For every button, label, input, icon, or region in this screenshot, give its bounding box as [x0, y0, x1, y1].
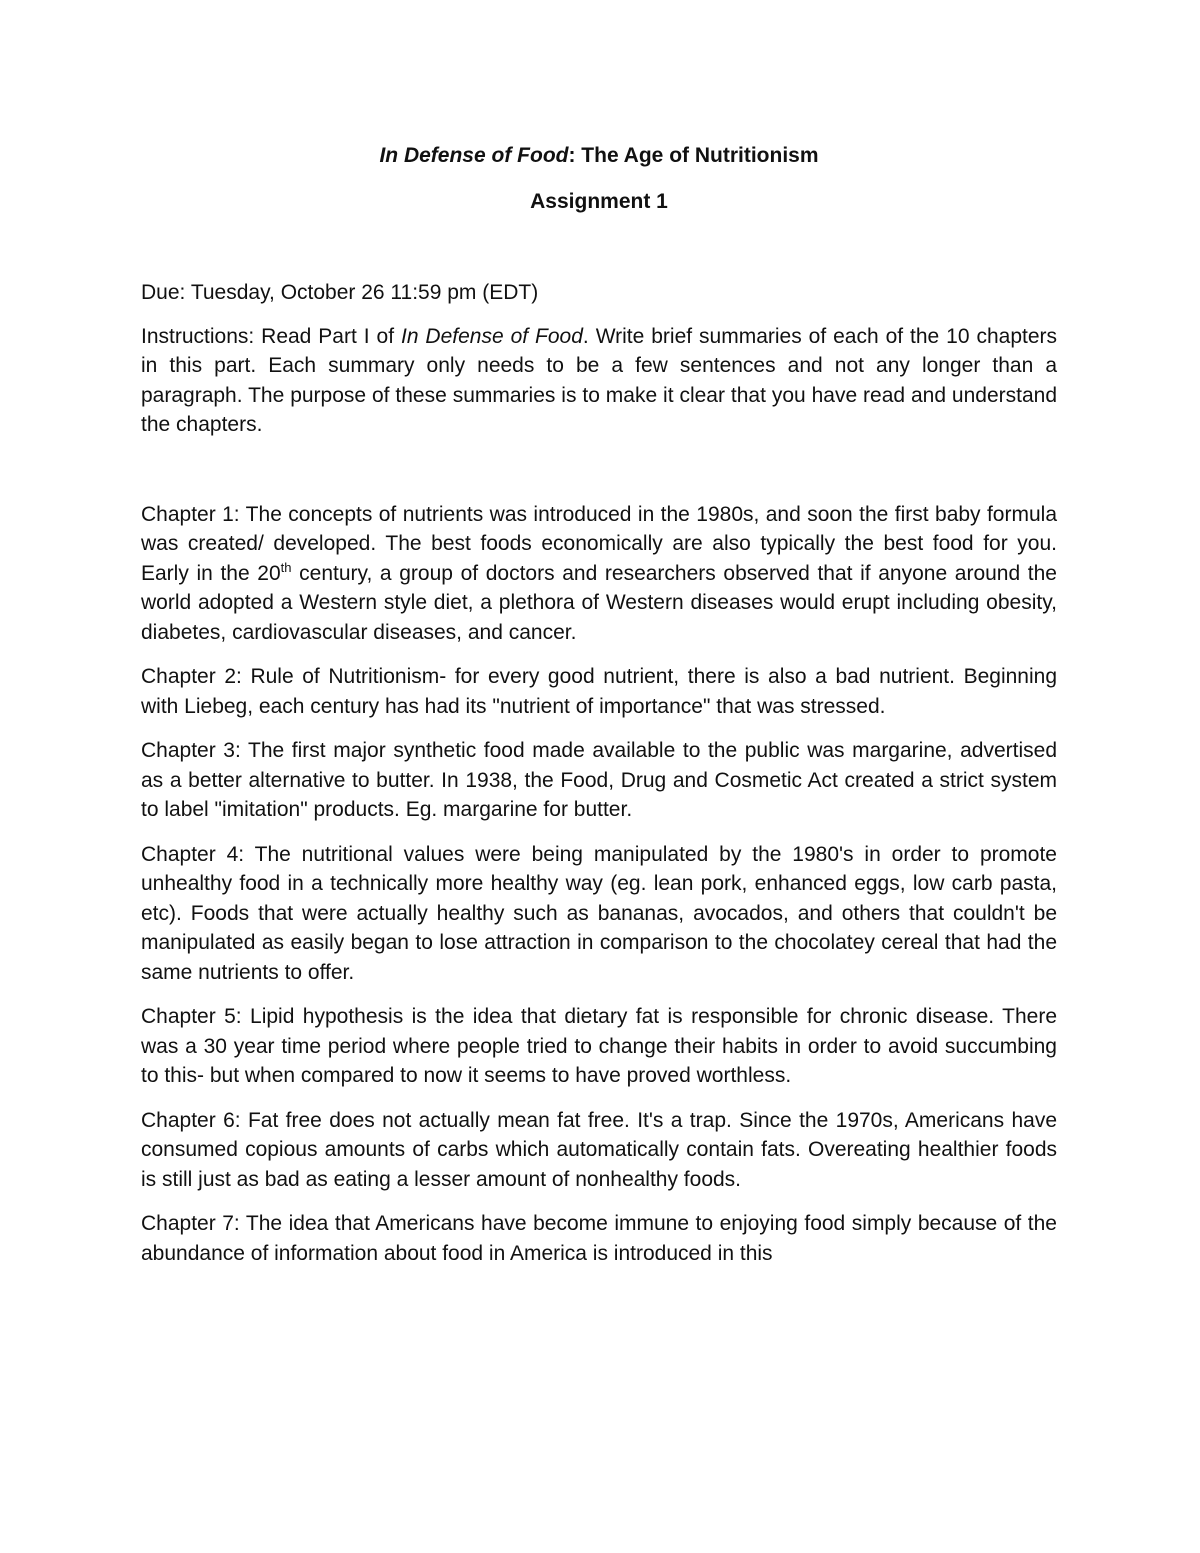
- chapter-4-summary: Chapter 4: The nutritional values were being manipulated by the 1980's in order to promote unhealthy food in a technically more healthy way (eg. lean pork, enhanced eggs, low carb pasta, etc). Foods that were actually healthy such as bananas, avocados, and others that couldn't be manipulated as easily began to lose attraction in comparison to the chocolatey cereal that had the same nutrients to offer.: [141, 842, 1057, 984]
- title-remainder: : The Age of Nutritionism: [568, 144, 819, 167]
- document-title: [141, 140, 1057, 172]
- assignment-subtitle: Assignment 1: [530, 190, 668, 213]
- chapter-1-text-a: Chapter 1: The concepts of nutrients was introduced in the 1980s, and soon the first baby formula was created/ developed. The best foods economically are also typically the best food for you. Early in the 20: [141, 502, 1057, 585]
- instructions-suffix: . Write brief summaries of each of the 10 chapters in this part. Each summary only needs to be a few sentences and not any longer than a paragraph. The purpose of these summaries is to make it clear that you have read and understand the chapters.: [141, 324, 1058, 436]
- chapter-6-summary: Chapter 6: Fat free does not actually mean fat free. It's a trap. Since the 1970s, Americans have consumed copious amounts of carbs which automatically contain fats. Overeating healthier foods is still just as bad as eating a lesser amount of nonhealthy foods.: [141, 1108, 1057, 1191]
- chapter-summaries: [141, 500, 1057, 1269]
- document-page: [141, 140, 1057, 1283]
- chapter-1-text-b: century, a group of doctors and researchers observed that if anyone around the world adopted a Western style diet, a plethora of Western diseases would erupt including obesity, diabetes, cardiovascular diseases, and cancer.: [141, 561, 1057, 644]
- ordinal-superscript: th: [280, 559, 292, 575]
- chapter-3-summary: Chapter 3: The first major synthetic food made available to the public was margarine, advertised as a better alternative to butter. In 1938, the Food, Drug and Cosmetic Act created a strict system to label "imitation" products. Eg. margarine for butter.: [141, 739, 1057, 821]
- chapter-1-summary: [141, 500, 1057, 648]
- instructions-paragraph: [141, 322, 1057, 440]
- chapter-5-summary: Chapter 5: Lipid hypothesis is the idea that dietary fat is responsible for chronic disease. There was a 30 year time period where people tried to change their habits in order to avoid succumbing to this- but when compared to now it seems to have proved worthless.: [141, 1005, 1057, 1087]
- due-date: Due: Tuesday, October 26 11:59 pm (EDT): [141, 281, 539, 304]
- book-title-italic: In Defense of Food: [379, 144, 569, 167]
- instructions-prefix: Instructions: Read Part I of: [141, 324, 401, 348]
- chapter-7-summary: Chapter 7: The idea that Americans have become immune to enjoying food simply because of the abundance of information about food in America is introduced in this: [141, 1212, 1057, 1265]
- instructions-book-title: In Defense of Food: [400, 324, 583, 348]
- chapter-2-summary: Chapter 2: Rule of Nutritionism- for every good nutrient, there is also a bad nutrient. Beginning with Liebeg, each century has had its "nutrient of importance" that was stressed.: [141, 665, 1057, 718]
